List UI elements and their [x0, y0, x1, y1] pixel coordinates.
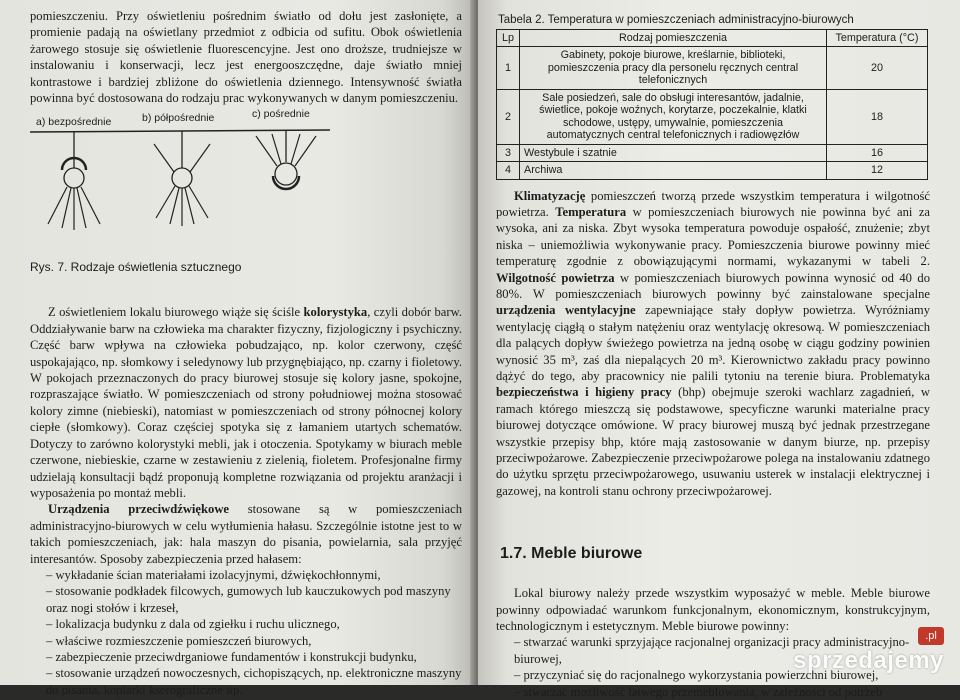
- cell-lp: 4: [497, 162, 520, 180]
- climate-text-2: w pomieszczeniach biurowych nie powinna być ani za wysoka, ani za niska. Zbyt wysoka temperatura powoduje ospałość, znużenie; zbyt niska – uniemożliwia wykonywanie pracy. Pomieszczenia biurowe powinny mieć temperaturę zgodnie z obowiązującymi normami, wykazanymi w tabeli 2.: [496, 204, 931, 269]
- header-lp: Lp: [497, 30, 520, 47]
- climate-text-3: w pomieszczeniach biurowych powinna wynosić od 40 do 80%. W pomieszczeniach biurowych powinny być zainstalowane specjalne: [496, 270, 930, 301]
- list-item: – stosowanie urządzeń nowoczesnych, cichopiszących, np. elektroniczne maszyny do pisania, kopiarki kserograficzne itp.: [46, 665, 462, 698]
- color-text-1: Z oświetleniem lokalu biurowego wiąże się ściśle: [48, 305, 301, 320]
- climate-text-1: pomieszczeń tworzą przede wszystkim temperatura i wilgotność powietrza.: [496, 188, 930, 219]
- list-item: – lokalizacja budynku z dala od zgiełku i ruchu ulicznego,: [46, 616, 462, 632]
- climate-bold-5: bezpieczeństwa i higieny pracy: [496, 385, 672, 400]
- climate-paragraph: [496, 188, 930, 500]
- table-row: [497, 47, 928, 90]
- cell-room: Archiwa: [520, 162, 827, 180]
- noise-list: [30, 567, 462, 698]
- cell-lp: 2: [497, 89, 520, 144]
- header-room: Rodzaj pomieszczenia: [520, 30, 827, 47]
- table-row: [497, 144, 928, 162]
- figure-label-c: c) pośrednie: [252, 108, 310, 121]
- watermark-badge: .pl: [918, 627, 944, 645]
- color-paragraph: [30, 304, 462, 501]
- cell-temp: 20: [827, 47, 928, 90]
- list-item: – zabezpieczenie przeciwdrganiowe fundamentów i konstrukcji budynku,: [46, 649, 462, 665]
- table-caption: Tabela 2. Temperatura w pomieszczeniach administracyjno-biurowych: [498, 14, 854, 26]
- climate-bold-2: Temperatura: [555, 204, 627, 219]
- color-text-2: , czyli dobór barw. Oddziaływanie barw na człowieka ma charakter fizyczny, fizjologiczny i psychiczny. Część barw wpływa na człowieka pobudzająco, np. kolor czerwony, część uspokajająco, np. słomkowy i seledynowy lub przygnębiająco, np. czarny i fioletowy. W pokojach przeznaczonych do pracy biurowej stosuje się kolory jasne, spokojne, rozpraszające światło. W pomieszczeniach od strony południowej można stosować kolory zimne (niebieski), natomiast w pomieszczeniach od strony północnej kolory ciepłe (słomkowy). Coraz częściej spotyka się z łamaniem utartych schematów. Dotyczy to zarówno kolorystyki mebli, jak i otoczenia. Spotykamy w biurach meble czerwone, niebieskie, czarne w zestawieniu z zielenią, fioletem. Profesjonalne firmy udzielają konsultacji bądź proponują kompletne rozwiązania od projektu aranżacji i wyposażenia po montaż mebli.: [30, 305, 462, 500]
- list-item: – wykładanie ścian materiałami izolacyjnymi, dźwiękochłonnymi,: [46, 567, 462, 583]
- list-item: – stwarzać możliwość łatwego przemeblowania, w zależności od potrzeb: [514, 684, 930, 700]
- color-bold: kolorystyka: [303, 305, 368, 320]
- right-page: [478, 0, 960, 699]
- climate-bold-4: urządzenia wentylacyjne: [496, 303, 636, 318]
- intro-paragraph: pomieszczeniu. Przy oświetleniu pośrednim światło od dołu jest zasłonięte, a promienie padają na oświetlany przedmiot z odbicia od sufitu. Obok oświetlenia żarowego stosuje się oświetlenie fluorescencyjne. Jest ono droższe, trudniejsze w instalowaniu i konserwacji, lecz jest energooszczędne, daje światło mniej kontrastowe i bardziej zbliżone do oświetlenia dziennego. Intensywność światła powinna być dostosowana do rodzaju prac wykonywanych w danym pomieszczeniu.: [30, 9, 462, 106]
- climate-text-4: zapewniające stały dopływ powietrza. Wyróżniamy wentylację ciągłą o stałym natężeniu oraz wentylację okresową. W pomieszczeniach dla palących dopływ świeżego powietrza na jedną osobę w ciągu godziny powinien wynosić 35 m³, zaś dla niepalących 20 m³. Kierownictwo zakładu pracy powinno dążyć do tego, aby pracownicy nie palili tytoniu na terenie biura. Problematyka: [496, 303, 931, 383]
- cell-lp: 3: [497, 144, 520, 162]
- figure-caption: Rys. 7. Rodzaje oświetlenia sztucznego: [30, 260, 242, 275]
- cell-temp: 12: [827, 162, 928, 180]
- section-title: 1.7. Meble biurowe: [500, 545, 643, 563]
- list-item: – przyczyniać się do racjonalnego wykorzystania powierzchni biurowej,: [514, 667, 930, 683]
- header-temp: Temperatura (°C): [827, 30, 928, 47]
- climate-bold-1: Klimatyzację: [514, 188, 586, 203]
- table-row: [497, 89, 928, 144]
- cell-room: Gabinety, pokoje biurowe, kreślarnie, biblioteki, pomieszczenia pracy dla personelu ręcznych central telefonicznych: [520, 47, 827, 90]
- temperature-table: [496, 29, 928, 180]
- cell-room: Sale posiedzeń, sale do obsługi interesantów, jadalnie, świetlice, pokoje woźnych, korytarze, poczekalnie, klatki schodowe, ustępy, umywalnie, pomieszczenia automatycznych central telefonicznych i radiowęzłów: [520, 89, 827, 144]
- cell-room: Westybule i szatnie: [520, 144, 827, 162]
- climate-bold-3: Wilgotność powietrza: [496, 270, 615, 285]
- list-item: – właściwe rozmieszczenie pomieszczeń biurowych,: [46, 633, 462, 649]
- list-item: – stosowanie podkładek filcowych, gumowych lub kauczukowych pod maszyny oraz nogi stołów i krzeseł,: [46, 583, 462, 616]
- watermark: sprzedajemy: [793, 647, 944, 674]
- list-item: – stwarzać warunki sprzyjające racjonalnej organizacji pracy administracyjno-biurowej,: [514, 634, 930, 667]
- sound-bold: Urządzenia przeciwdźwiękowe: [48, 502, 230, 517]
- lighting-diagram: [30, 120, 330, 260]
- sound-paragraph: [30, 501, 462, 567]
- sound-text: stosowane są w pomieszczeniach administracyjno-biurowych w celu wytłumienia hałasu. Szczególnie istotne jest to w takich pomieszczeniach, jak: hala maszyn do pisania, powielarnia, sala przyjęć interesantów. Sposoby zabezpieczenia przed hałasem:: [30, 502, 462, 566]
- cell-temp: 18: [827, 89, 928, 144]
- table-row: [497, 162, 928, 180]
- cell-lp: 1: [497, 47, 520, 90]
- table-header-row: [497, 30, 928, 47]
- left-page: [0, 0, 476, 697]
- figure-label-a: a) bezpośrednie: [36, 116, 112, 129]
- cell-temp: 16: [827, 144, 928, 162]
- lighting-figure: [30, 108, 462, 282]
- climate-text-5: (bhp) obejmuje szeroki wachlarz zagadnień, w ramach którego mieszczą się podstawowe, specyficzne warunki materialne pracy biurowej dotyczące omówione. W pracy biurowej muszą być jednak przestrzegane wszystkie przepisy bhp, które mają zastosowanie w danym biurze, np. przepisy przeciwpożarowe. Zabezpieczenie przeciwpożarowe polega na instalowaniu zdatnego do użytku sprzętu przeciwpożarowego, usuwaniu usterek w instalacji elektrycznej i gazowej, na kontroli stanu ochrony przeciwpożarowej.: [496, 385, 931, 498]
- figure-label-b: b) półpośrednie: [142, 112, 215, 125]
- meble-paragraph: Lokal biurowy należy przede wszystkim wyposażyć w meble. Meble biurowe powinny odpowiadać warunkom funkcjonalnym, ekonomicznym, konstrukcyjnym, technologicznym i estetycznym. Meble biurowe powinny:: [496, 586, 930, 634]
